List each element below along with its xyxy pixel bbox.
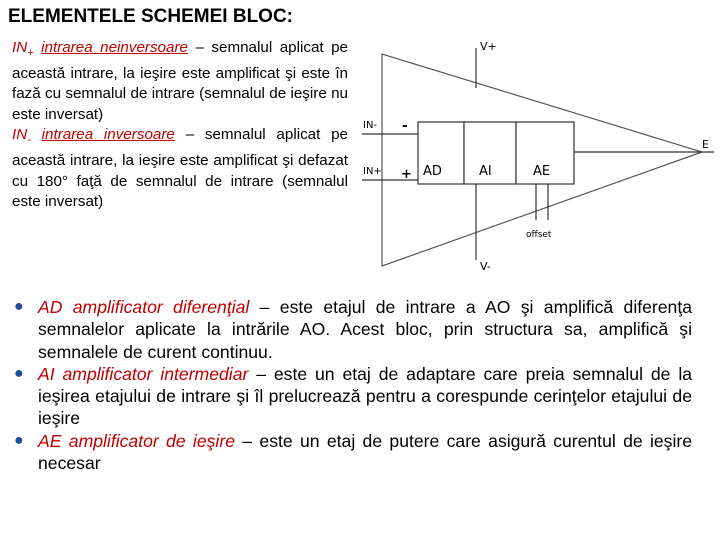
block-ai-label: AI [479,164,492,179]
bullet-text: este un etaj de putere care asigură curentul de ieşire necesar [38,430,693,474]
block-ae-label: AE [533,164,551,179]
offset-label: offset [526,230,552,240]
bullet-ad: ● AD amplificator diferenţial – este etajul de intrare a AO şi amplifică diferenţa semnalelor aplicate la intrările AO. Acest bloc, prin structura sa, amplifică şi semnalele de curent continuu. [14,297,693,362]
input-symbol: $IN_-$ [12,126,31,147]
vplus-label: V+ [480,40,497,53]
input-name: intrarea neinversoare [41,39,188,56]
input-text: semnalul aplicat pe această intrare, la ieşire este amplificat şi defazat cu 180° faţă de semnalul de intrare (semnalul este inversat) [12,126,348,211]
input-descriptions [12,38,348,213]
opamp-block-diagram [362,34,718,278]
input-symbol: $IN_+$ [12,39,34,60]
bullet-ai: ● AI amplificator intermediar – este un etaj de adaptare care preia semnalul de la ieşirea etajului de intrare şi îl prelucrează pentru a corespunde cerinţelor etajului de ieşire [14,363,693,429]
bullet-dot-icon: ● [14,298,24,315]
bullet-text: este etajul de intrare a AO şi amplifică diferenţa semnalelor aplicate la intrările AO. Acest bloc, prin structura sa, amplifică şi semnalele de curent continuu. [38,297,693,362]
input-description-noninverting: $IN_+$ intrarea neinversoare – semnalul aplicat pe această intrare, la ieşire este amplificat şi este în fază cu semnalul de intrare (semnalul de ieşire nu este inversat) [12,39,349,123]
bullet-term: AI amplificator intermediar [38,363,249,384]
block-ad-label: AD [423,164,442,179]
bullet-dot-icon: ● [14,364,24,382]
output-label: E [702,138,709,151]
page-title: ELEMENTELE SCHEMEI BLOC: [8,6,294,27]
input-name: intrarea inversoare [41,126,175,144]
bullet-term: AE amplificator de ieşire [38,430,235,451]
input-description-inverting: $IN_-$ intrarea inversoare – semnalul aplicat pe această intrare, la ieşire este amplificat şi defazat cu 180° faţă de semnalul de intrare (semnalul este inversat) [12,126,348,211]
in-plus-label: IN+ [363,166,382,177]
bullet-ae: ● AE amplificator de ieşire – este un etaj de putere care asigură curentul de ieşire necesar [14,430,693,474]
plus-sign: + [401,167,412,182]
in-minus-label: IN- [363,120,378,131]
bullet-text: este un etaj de adaptare care preia semnalul de la ieşirea etajului de intrare şi îl prelucrează pentru a corespunde cerinţelor etajului de ieşire [38,363,693,429]
vminus-label: V- [480,260,491,273]
input-text: semnalul aplicat pe această intrare, la ieşire este amplificat şi este în fază cu semnalul de intrare (semnalul de ieşire nu este inversat) [12,39,349,123]
minus-sign: - [402,118,408,134]
block-descriptions [12,296,692,474]
bullet-dot-icon: ● [14,431,24,449]
bullet-term: AD amplificator diferenţial [38,297,250,317]
